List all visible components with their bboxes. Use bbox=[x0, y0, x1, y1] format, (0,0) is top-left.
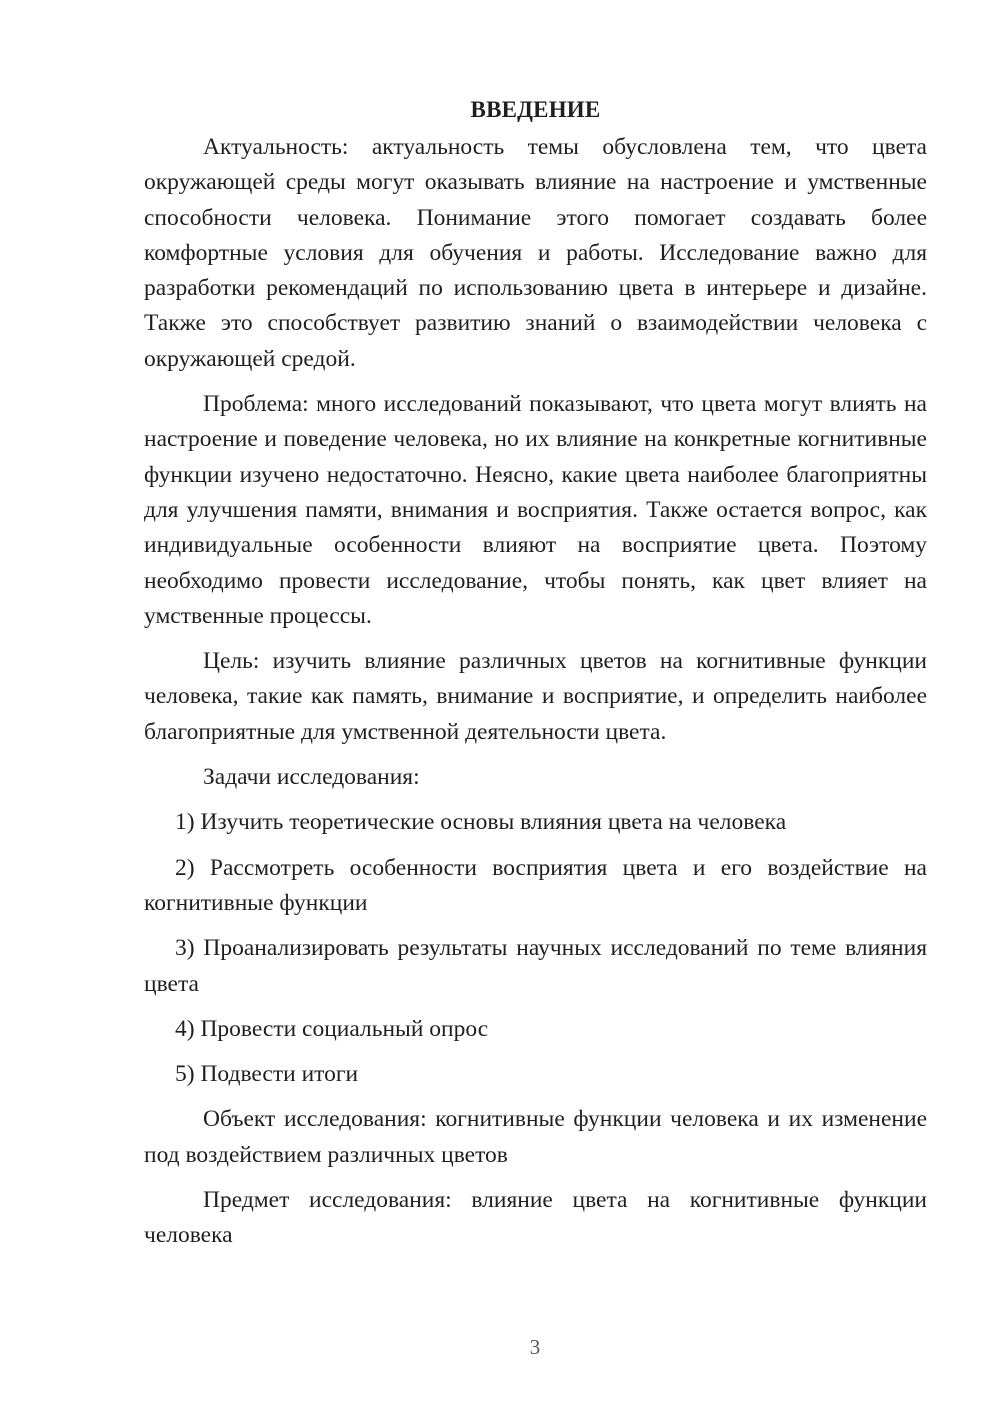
task-item-2: 2) Рассмотреть особенности восприятия цвета и его воздействие на когнитивные функции bbox=[144, 854, 927, 916]
object-paragraph: Объект исследования: когнитивные функции человека и их изменение под воздействием различных цветов bbox=[144, 1106, 927, 1168]
subject-paragraph: Предмет исследования: влияние цвета на когнитивные функции человека bbox=[144, 1187, 927, 1249]
task-item-5: 5) Подвести итоги bbox=[175, 1061, 359, 1088]
relevance-paragraph: Актуальность: актуальность темы обусловлена тем, что цвета окружающей среды могут оказывать влияние на настроение и умственные способности человека. Понимание этого помогает создавать более комфортные условия для обучения и работы. Исследование важно для разработки рекомендаций по использованию цвета в интерьере и дизайне. Также это способствует развитию знаний о взаимодействии человека с окружающей средой. bbox=[144, 134, 927, 372]
problem-paragraph: Проблема: много исследований показывают, что цвета могут влиять на настроение и поведение человека, но их влияние на конкретные когнитивные функции изучено недостаточно. Неясно, какие цвета наиболее благоприятны для улучшения памяти, внимания и восприятия. Также остается вопрос, как индивидуальные особенности влияют на восприятие цвета. Поэтому необходимо провести исследование, чтобы понять, как цвет влияет на умственные процессы. bbox=[144, 391, 927, 629]
task-item-4: 4) Провести социальный опрос bbox=[175, 1015, 489, 1042]
page-number: 3 bbox=[529, 1335, 541, 1359]
task-item-3: 3) Проанализировать результаты научных исследований по теме влияния цвета bbox=[144, 935, 927, 997]
goal-paragraph: Цель: изучить влияние различных цветов на когнитивные функции человека, такие как память, внимание и восприятие, и определить наиболее благоприятные для умственной деятельности цвета. bbox=[144, 648, 927, 745]
document-body bbox=[144, 92, 927, 1264]
section-title: ВВЕДЕНИЕ bbox=[470, 97, 601, 122]
tasks-heading: Задачи исследования: bbox=[203, 764, 420, 791]
task-item-1: 1) Изучить теоретические основы влияния цвета на человека bbox=[175, 809, 787, 836]
